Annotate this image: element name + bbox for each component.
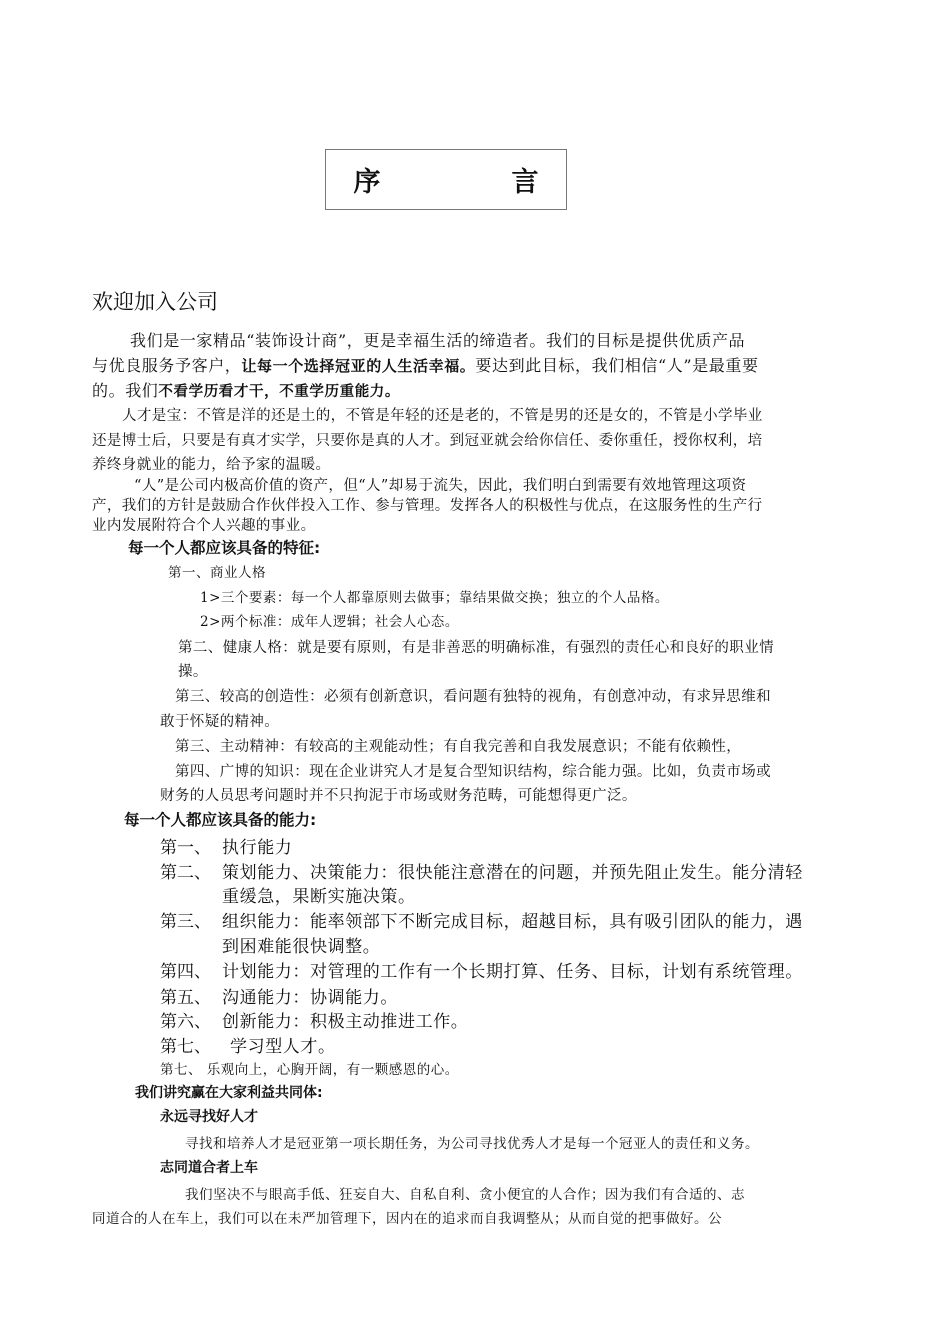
ability-3-text-cont: 到困难能很快调整。 xyxy=(222,937,381,957)
ability-4-text: 计划能力：对管理的工作有一个长期打算、任务、目标，计划有系统管理。 xyxy=(222,962,803,982)
traits-second-2: 操。 xyxy=(178,664,208,680)
intro-line-1: 我们是一家精品“装饰设计商”，更是幸福生活的缔造者。我们的目标是提供优质产品 xyxy=(130,331,746,350)
welcome-heading: 欢迎加入公司 xyxy=(92,290,218,314)
community-sub2-line-2: 同道合的人在车上，我们可以在未严加管理下，因内在的追求而自我调整从；从而自觉的把事做好。公 xyxy=(92,1211,722,1227)
abilities-heading: 每一个人都应该具备的能力: xyxy=(124,811,317,829)
ability-6-num: 第六、 xyxy=(160,1012,211,1032)
traits-sub-1: 1>三个要素：每一个人都靠原则去做事；靠结果做交换；独立的个人品格。 xyxy=(200,590,669,606)
ability-3-num: 第三、 xyxy=(160,912,211,932)
talent-line-3: 养终身就业的能力，给予家的温暖。 xyxy=(92,457,331,473)
community-sub2-heading: 志同道合者上车 xyxy=(160,1160,258,1176)
traits-third-2: 敢于怀疑的精神。 xyxy=(160,714,280,730)
traits-third-1: 第三、较高的创造性：必须有创新意识，看问题有独特的视角，有创意冲动，有求异思维和 xyxy=(175,689,771,705)
ability-7-num: 第七、 xyxy=(160,1037,211,1057)
ability-5-text: 沟通能力：协调能力。 xyxy=(222,988,398,1008)
ability-7-text: 学习型人才。 xyxy=(230,1037,336,1057)
community-sub1-heading: 永远寻找好人才 xyxy=(160,1109,258,1125)
title-box xyxy=(325,149,591,210)
traits-first: 第一、商业人格 xyxy=(168,565,266,581)
intro-bold-1: 让每一个选择冠亚的人生活幸福。 xyxy=(241,357,476,375)
intro-line-2b: 要达到此目标，我们相信“人”是最重要 xyxy=(475,356,759,375)
ability-last: 第七、 乐观向上，心胸开阔，有一颗感恩的心。 xyxy=(160,1062,459,1078)
intro-line-3 xyxy=(92,378,400,401)
traits-sub-2: 2>两个标准：成年人逻辑；社会人心态。 xyxy=(200,614,459,630)
talent-line-2: 还是博士后，只要是有真才实学，只要你是真的人才。到冠亚就会给你信任、委你重任，授你权利，培 xyxy=(92,433,763,449)
community-heading: 我们讲究赢在大家利益共同体: xyxy=(135,1085,323,1101)
asset-line-2: 产，我们的方针是鼓励合作伙伴投入工作、参与管理。发挥各人的积极性与优点，在这服务性的生产行 xyxy=(92,498,763,514)
page-title: 序 言 xyxy=(353,167,591,198)
ability-2-text: 策划能力、决策能力：很快能注意潜在的问题，并预先阻止发生。能分清轻 xyxy=(222,863,803,883)
ability-4-num: 第四、 xyxy=(160,962,211,982)
traits-fourth-2: 财务的人员思考问题时并不只拘泥于市场或财务范畴，可能想得更广泛。 xyxy=(160,788,637,804)
ability-2-num: 第二、 xyxy=(160,863,211,883)
community-sub1-text: 寻找和培养人才是冠亚第一项长期任务，为公司寻找优秀人才是每一个冠亚人的责任和义务。 xyxy=(185,1136,759,1152)
traits-heading: 每一个人都应该具备的特征: xyxy=(128,539,321,557)
talent-line-1: 人才是宝：不管是洋的还是土的，不管是年轻的还是老的，不管是男的还是女的，不管是小学毕业 xyxy=(122,408,763,424)
ability-1-num: 第一、 xyxy=(160,838,211,858)
asset-line-1: “人”是公司内极高价值的资产，但“人”却易于流失，因此，我们明白到需要有效地管理这项资 xyxy=(134,478,747,494)
traits-second-1: 第二、健康人格：就是要有原则，有是非善恶的明确标准，有强烈的责任心和良好的职业情 xyxy=(178,640,774,656)
ability-2-text-cont: 重缓急，果断实施决策。 xyxy=(222,887,416,907)
intro-line-2 xyxy=(92,353,759,376)
ability-6-text: 创新能力：积极主动推进工作。 xyxy=(222,1012,469,1032)
intro-line-3a: 的。我们 xyxy=(92,381,159,400)
traits-third-b: 第三、主动精神：有较高的主观能动性；有自我完善和自我发展意识；不能有依赖性， xyxy=(175,739,742,755)
ability-3-text: 组织能力：能率领部下不断完成目标，超越目标，具有吸引团队的能力，遇 xyxy=(222,912,803,932)
intro-bold-2: 不看学历看才干，不重学历重能力。 xyxy=(158,384,401,400)
community-sub2-line-1: 我们坚决不与眼高手低、狂妄自大、自私自利、贪小便宜的人合作；因为我们有合适的、志 xyxy=(185,1187,745,1203)
ability-5-num: 第五、 xyxy=(160,988,211,1008)
intro-line-2a: 与优良服务予客户， xyxy=(92,356,242,375)
traits-fourth-1: 第四、广博的知识：现在企业讲究人才是复合型知识结构，综合能力强。比如，负责市场或 xyxy=(175,764,771,780)
asset-line-3: 业内发展附符合个人兴趣的事业。 xyxy=(92,518,316,534)
ability-1-text: 执行能力 xyxy=(222,838,293,858)
